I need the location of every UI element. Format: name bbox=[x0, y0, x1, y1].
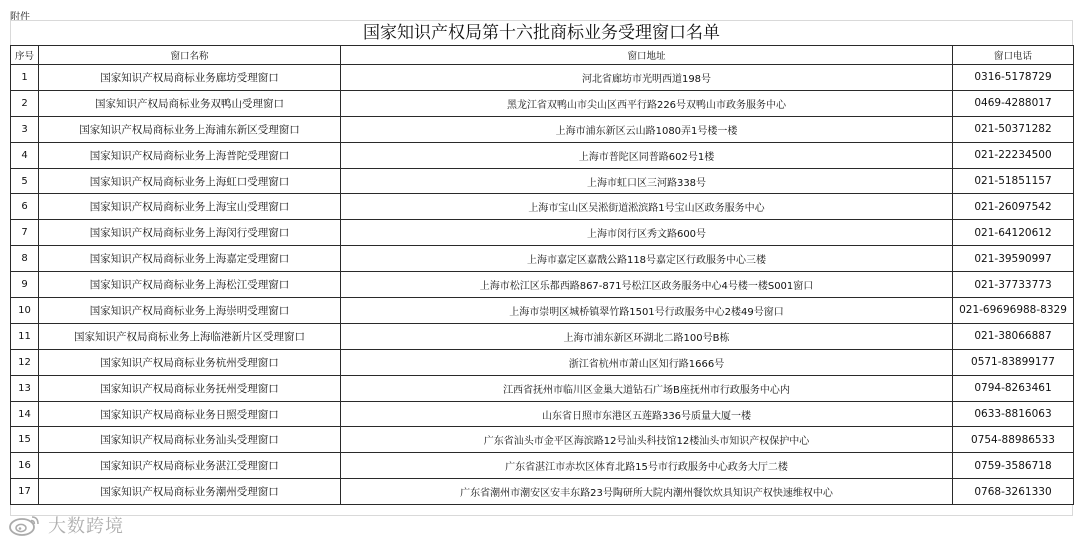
row-no: 4 bbox=[11, 142, 39, 168]
table-row bbox=[11, 220, 1074, 246]
row-no: 17 bbox=[11, 479, 39, 505]
row-address: 江西省抚州市临川区金巢大道钻石广场B座抚州市行政服务中心内 bbox=[341, 375, 953, 401]
table-body bbox=[11, 65, 1074, 505]
row-address: 上海市浦东新区环湖北二路100号B栋 bbox=[341, 323, 953, 349]
row-no: 12 bbox=[11, 349, 39, 375]
row-name: 国家知识产权局商标业务上海松江受理窗口 bbox=[39, 272, 341, 298]
row-address: 上海市宝山区吴淞街道淞滨路1号宝山区政务服务中心 bbox=[341, 194, 953, 220]
row-phone: 0768-3261330 bbox=[953, 479, 1074, 505]
row-phone: 021-38066887 bbox=[953, 323, 1074, 349]
row-address: 上海市松江区乐都西路867-871号松江区政务服务中心4号楼一楼S001窗口 bbox=[341, 272, 953, 298]
table-row bbox=[11, 427, 1074, 453]
row-address: 上海市崇明区城桥镇翠竹路1501号行政服务中心2楼49号窗口 bbox=[341, 298, 953, 324]
row-phone: 0633-8816063 bbox=[953, 401, 1074, 427]
row-address: 上海市普陀区同普路602号1楼 bbox=[341, 142, 953, 168]
row-name: 国家知识产权局商标业务廊坊受理窗口 bbox=[39, 65, 341, 91]
table-row bbox=[11, 298, 1074, 324]
row-no: 10 bbox=[11, 298, 39, 324]
row-phone: 021-69696988-8329 bbox=[953, 298, 1074, 324]
sheet-bottom-strip bbox=[10, 505, 1073, 516]
row-name: 国家知识产权局商标业务上海普陀受理窗口 bbox=[39, 142, 341, 168]
row-address: 上海市浦东新区云山路1080弄1号楼一楼 bbox=[341, 116, 953, 142]
row-no: 3 bbox=[11, 116, 39, 142]
row-address: 山东省日照市东港区五莲路336号质量大厦一楼 bbox=[341, 401, 953, 427]
row-no: 9 bbox=[11, 272, 39, 298]
table-header-row bbox=[11, 46, 1074, 65]
row-address: 上海市闵行区秀文路600号 bbox=[341, 220, 953, 246]
row-phone: 0759-3586718 bbox=[953, 453, 1074, 479]
row-phone: 021-26097542 bbox=[953, 194, 1074, 220]
row-phone: 021-50371282 bbox=[953, 116, 1074, 142]
row-address: 黑龙江省双鸭山市尖山区西平行路226号双鸭山市政务服务中心 bbox=[341, 90, 953, 116]
row-name: 国家知识产权局商标业务上海虹口受理窗口 bbox=[39, 168, 341, 194]
watermark bbox=[8, 512, 124, 538]
row-name: 国家知识产权局商标业务双鸭山受理窗口 bbox=[39, 90, 341, 116]
row-no: 8 bbox=[11, 246, 39, 272]
row-no: 7 bbox=[11, 220, 39, 246]
row-name: 国家知识产权局商标业务抚州受理窗口 bbox=[39, 375, 341, 401]
row-address: 浙江省杭州市萧山区知行路1666号 bbox=[341, 349, 953, 375]
watermark-text: 大数跨境 bbox=[48, 516, 124, 537]
table-row bbox=[11, 194, 1074, 220]
row-phone: 0754-88986533 bbox=[953, 427, 1074, 453]
row-phone: 021-22234500 bbox=[953, 142, 1074, 168]
row-name: 国家知识产权局商标业务上海崇明受理窗口 bbox=[39, 298, 341, 324]
header-name: 窗口名称 bbox=[39, 46, 341, 65]
row-address: 上海市嘉定区嘉戬公路118号嘉定区行政服务中心三楼 bbox=[341, 246, 953, 272]
row-name: 国家知识产权局商标业务杭州受理窗口 bbox=[39, 349, 341, 375]
row-phone: 021-51851157 bbox=[953, 168, 1074, 194]
row-phone: 0469-4288017 bbox=[953, 90, 1074, 116]
row-phone: 0794-8263461 bbox=[953, 375, 1074, 401]
row-no: 1 bbox=[11, 65, 39, 91]
row-address: 广东省湛江市赤坎区体育北路15号市行政服务中心政务大厅二楼 bbox=[341, 453, 953, 479]
row-address: 广东省汕头市金平区海滨路12号汕头科技馆12楼汕头市知识产权保护中心 bbox=[341, 427, 953, 453]
window-list-table bbox=[10, 45, 1074, 505]
row-no: 11 bbox=[11, 323, 39, 349]
row-no: 13 bbox=[11, 375, 39, 401]
row-phone: 021-37733773 bbox=[953, 272, 1074, 298]
header-address: 窗口地址 bbox=[341, 46, 953, 65]
table-row bbox=[11, 323, 1074, 349]
table-row bbox=[11, 453, 1074, 479]
row-name: 国家知识产权局商标业务上海浦东新区受理窗口 bbox=[39, 116, 341, 142]
row-phone: 021-39590997 bbox=[953, 246, 1074, 272]
row-phone: 0571-83899177 bbox=[953, 349, 1074, 375]
row-name: 国家知识产权局商标业务上海临港新片区受理窗口 bbox=[39, 323, 341, 349]
row-name: 国家知识产权局商标业务上海闵行受理窗口 bbox=[39, 220, 341, 246]
sheet bbox=[10, 20, 1073, 516]
row-name: 国家知识产权局商标业务潮州受理窗口 bbox=[39, 479, 341, 505]
row-phone: 0316-5178729 bbox=[953, 65, 1074, 91]
row-phone: 021-64120612 bbox=[953, 220, 1074, 246]
table-row bbox=[11, 116, 1074, 142]
table-row bbox=[11, 246, 1074, 272]
document-title: 国家知识产权局第十六批商标业务受理窗口名单 bbox=[10, 20, 1073, 45]
table-row bbox=[11, 479, 1074, 505]
table-row bbox=[11, 90, 1074, 116]
row-address: 广东省潮州市潮安区安丰东路23号陶研所大院内潮州餐饮炊具知识产权快速维权中心 bbox=[341, 479, 953, 505]
table-row bbox=[11, 401, 1074, 427]
row-no: 6 bbox=[11, 194, 39, 220]
row-name: 国家知识产权局商标业务日照受理窗口 bbox=[39, 401, 341, 427]
row-no: 15 bbox=[11, 427, 39, 453]
row-address: 河北省廊坊市光明西道198号 bbox=[341, 65, 953, 91]
row-no: 5 bbox=[11, 168, 39, 194]
header-phone: 窗口电话 bbox=[953, 46, 1074, 65]
row-name: 国家知识产权局商标业务湛江受理窗口 bbox=[39, 453, 341, 479]
row-name: 国家知识产权局商标业务上海嘉定受理窗口 bbox=[39, 246, 341, 272]
table-row bbox=[11, 375, 1074, 401]
table-row bbox=[11, 168, 1074, 194]
weibo-logo-icon bbox=[8, 513, 42, 537]
table-row bbox=[11, 272, 1074, 298]
table-row bbox=[11, 65, 1074, 91]
row-no: 2 bbox=[11, 90, 39, 116]
table-row bbox=[11, 142, 1074, 168]
row-name: 国家知识产权局商标业务上海宝山受理窗口 bbox=[39, 194, 341, 220]
header-no: 序号 bbox=[11, 46, 39, 65]
table-row bbox=[11, 349, 1074, 375]
attachment-label: 附件 bbox=[10, 12, 30, 23]
row-name: 国家知识产权局商标业务汕头受理窗口 bbox=[39, 427, 341, 453]
row-no: 14 bbox=[11, 401, 39, 427]
row-address: 上海市虹口区三河路338号 bbox=[341, 168, 953, 194]
row-no: 16 bbox=[11, 453, 39, 479]
